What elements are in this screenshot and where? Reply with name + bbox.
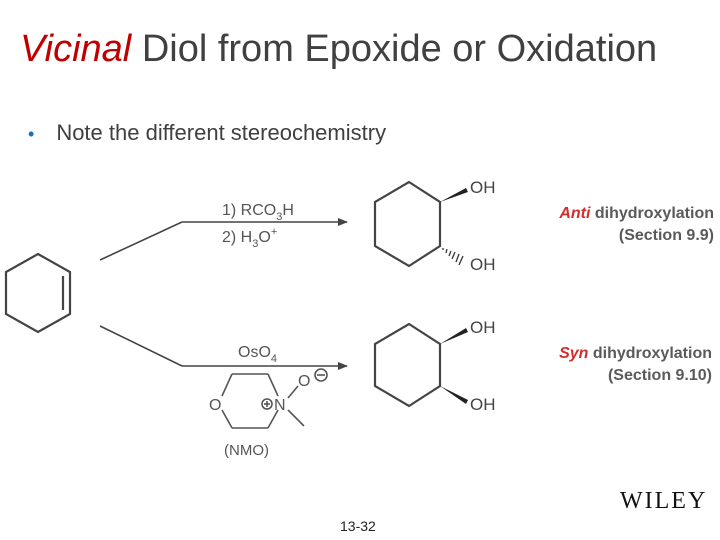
syn-annotation: [528, 343, 712, 387]
hashed-bond-top: [443, 248, 463, 265]
anti-diol-product: [375, 182, 440, 266]
cyclohexene-structure: [6, 254, 70, 332]
wiley-logo: WILEY: [620, 488, 708, 514]
wedge-bond-syn-upper: [440, 328, 468, 344]
bullet-text: Note the different stereochemistry: [56, 120, 387, 145]
bottom-reaction-arrow: [100, 326, 347, 366]
syn-section: (Section 9.10): [607, 367, 712, 384]
bullet-dot-icon: •: [28, 124, 35, 144]
syn-diol-product: [375, 324, 440, 406]
slide-number: 13-32: [340, 518, 376, 534]
anti-keyword: Anti: [559, 205, 591, 222]
top-reagent-line-1: 1) $RCO_3H$: [222, 202, 294, 223]
wedge-bond-syn-lower: [440, 386, 468, 404]
title-rest: Diol from Epoxide or Oxidation: [131, 28, 658, 70]
anti-oh-lower: OH: [470, 255, 496, 274]
top-reagent-line-2: 2) $H_3O^+$: [222, 226, 278, 250]
wedge-bond-top-oh: [440, 188, 468, 202]
bottom-reagent: OsO$_4$: [238, 344, 278, 365]
syn-oh-lower: OH: [470, 395, 496, 414]
title-italic-word: Vicinal: [20, 28, 132, 70]
nmo-nitrogen: N: [274, 397, 286, 414]
nmo-ring-oxygen: O: [209, 397, 222, 414]
anti-section: (Section 9.9): [618, 227, 714, 244]
nmo-label: (NMO): [224, 442, 269, 459]
syn-keyword: Syn: [559, 345, 589, 362]
anti-oh-upper: OH: [470, 178, 496, 197]
syn-text: dihydroxylation: [588, 345, 712, 362]
syn-oh-upper: OH: [470, 318, 496, 337]
anti-annotation: [528, 203, 714, 247]
anti-text: dihydroxylation: [590, 205, 714, 222]
nmo-oxide-oxygen: O: [298, 373, 311, 390]
